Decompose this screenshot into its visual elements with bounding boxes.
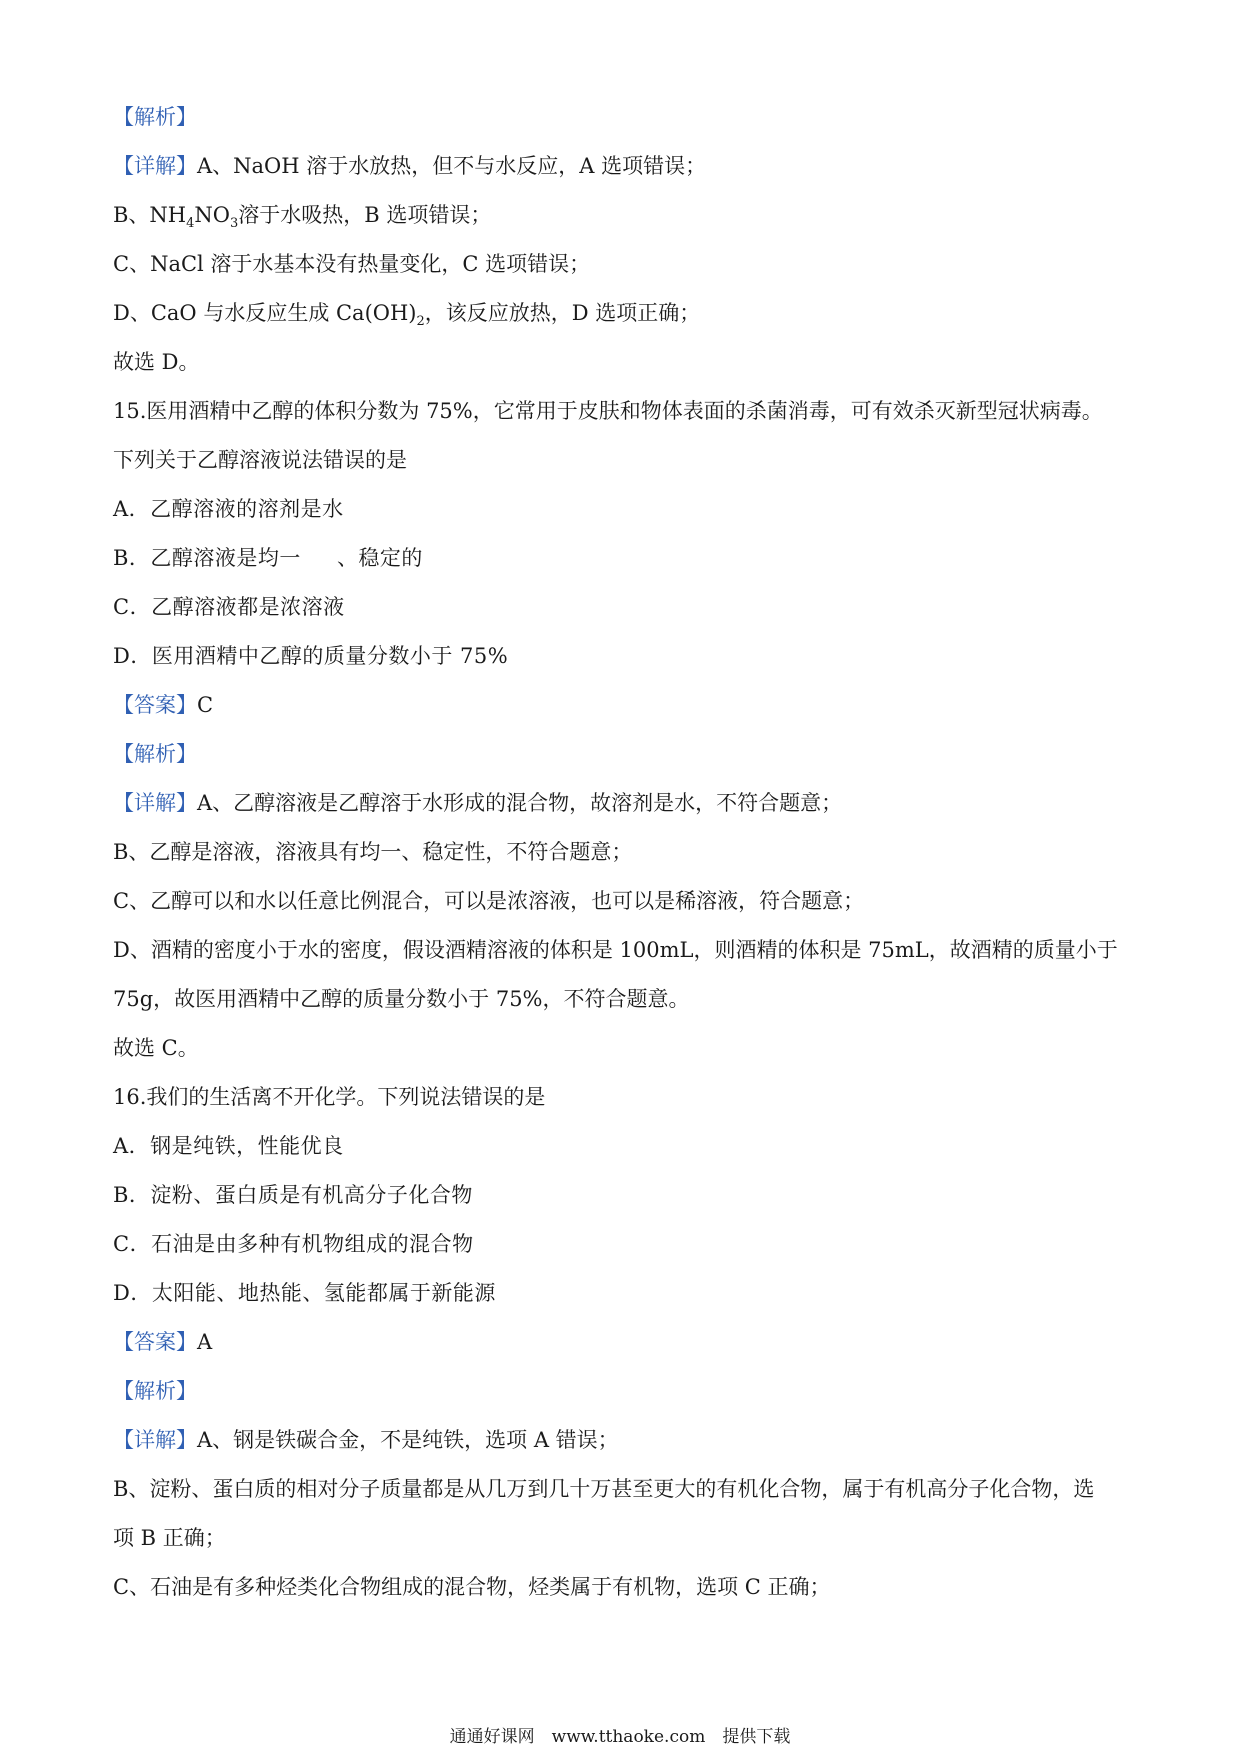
q14-b-sub2: 3	[230, 216, 239, 232]
q16-option-d: D．太阳能、地热能、氢能都属于新能源	[113, 1281, 496, 1305]
q14-conclusion: 故选 D。	[113, 350, 200, 374]
q15-option-b-part2: 、稳定的	[336, 546, 423, 570]
q15-detail-b: B、乙醇是溶液，溶液具有均一、稳定性，不符合题意；	[113, 840, 633, 864]
q15-analysis-tag: 【解析】	[113, 742, 197, 766]
q16-option-c: C．石油是由多种有机物组成的混合物	[113, 1232, 474, 1256]
q16-detail-tag: 【详解】	[113, 1428, 197, 1452]
q15-detail-d-line1: D、酒精的密度小于水的密度，假设酒精溶液的体积是 100mL，则酒精的体积是 75mL，故酒精的质量小于	[113, 938, 1118, 962]
q15-answer	[113, 690, 213, 720]
q15-detail-a-text: A、乙醇溶液是乙醇溶于水形成的混合物，故溶剂是水，不符合题意；	[197, 791, 843, 815]
q15-stem-line1: 15.医用酒精中乙醇的体积分数为 75%，它常用于皮肤和物体表面的杀菌消毒，可有效杀灭新型冠状病毒。	[113, 399, 1103, 423]
q14-detail-a-text: A、NaOH 溶于水放热，但不与水反应，A 选项错误；	[197, 154, 707, 178]
q16-option-a: A．钢是纯铁，性能优良	[113, 1134, 344, 1158]
q14-b-post: 溶于水吸热，B 选项错误；	[238, 203, 492, 227]
q14-detail-a	[113, 151, 706, 181]
q16-answer-value: A	[197, 1330, 213, 1354]
q15-detail-tag: 【详解】	[113, 791, 197, 815]
q16-stem: 16.我们的生活离不开化学。下列说法错误的是	[113, 1085, 546, 1109]
q14-d-post: ，该反应放热，D 选项正确；	[424, 301, 701, 325]
q15-detail-a	[113, 788, 842, 818]
q15-stem-line2: 下列关于乙醇溶液说法错误的是	[113, 448, 407, 472]
q15-option-a: A．乙醇溶液的溶剂是水	[113, 497, 344, 521]
q14-detail-d	[113, 298, 700, 337]
q15-answer-value: C	[197, 693, 214, 717]
q15-option-b-part1: B．乙醇溶液是均一	[113, 546, 301, 570]
q14-b-sub1: 4	[186, 216, 195, 232]
q16-detail-c: C、石油是有多种烃类化合物组成的混合物，烃类属于有机物，选项 C 正确；	[113, 1575, 831, 1599]
q15-option-c: C．乙醇溶液都是浓溶液	[113, 595, 345, 619]
q14-detail-c: C、NaCl 溶于水基本没有热量变化，C 选项错误；	[113, 252, 591, 276]
q15-detail-d-line2: 75g，故医用酒精中乙醇的质量分数小于 75%，不符合题意。	[113, 987, 690, 1011]
q16-answer	[113, 1327, 212, 1357]
q14-b-pre: B、NH	[113, 203, 187, 227]
q14-analysis-tag: 【解析】	[113, 105, 197, 129]
q16-answer-tag: 【答案】	[113, 1330, 197, 1354]
q15-detail-c: C、乙醇可以和水以任意比例混合，可以是浓溶液，也可以是稀溶液，符合题意；	[113, 889, 865, 913]
q16-detail-b-line1: B、淀粉、蛋白质的相对分子质量都是从几万到几十万甚至更大的有机化合物，属于有机高分子化合物，选	[113, 1477, 1095, 1501]
q15-answer-tag: 【答案】	[113, 693, 197, 717]
q14-d-sub: 2	[416, 314, 425, 330]
q15-option-d: D．医用酒精中乙醇的质量分数小于 75%	[113, 644, 509, 668]
q15-conclusion: 故选 C。	[113, 1036, 199, 1060]
q16-detail-a	[113, 1425, 619, 1455]
q14-b-mid: NO	[194, 203, 230, 227]
q16-detail-a-text: A、钢是铁碳合金，不是纯铁，选项 A 错误；	[197, 1428, 619, 1452]
q14-detail-b	[113, 200, 491, 239]
page-footer: 通通好课网 www.tthaoke.com 提供下载	[449, 1727, 791, 1747]
q14-detail-tag: 【详解】	[113, 154, 197, 178]
q16-detail-b-line2: 项 B 正确；	[113, 1526, 226, 1550]
q16-analysis-tag: 【解析】	[113, 1379, 197, 1403]
q14-d-pre: D、CaO 与水反应生成 Ca(OH)	[113, 301, 417, 325]
q16-option-b: B．淀粉、蛋白质是有机高分子化合物	[113, 1183, 473, 1207]
q15-option-b	[113, 543, 423, 573]
